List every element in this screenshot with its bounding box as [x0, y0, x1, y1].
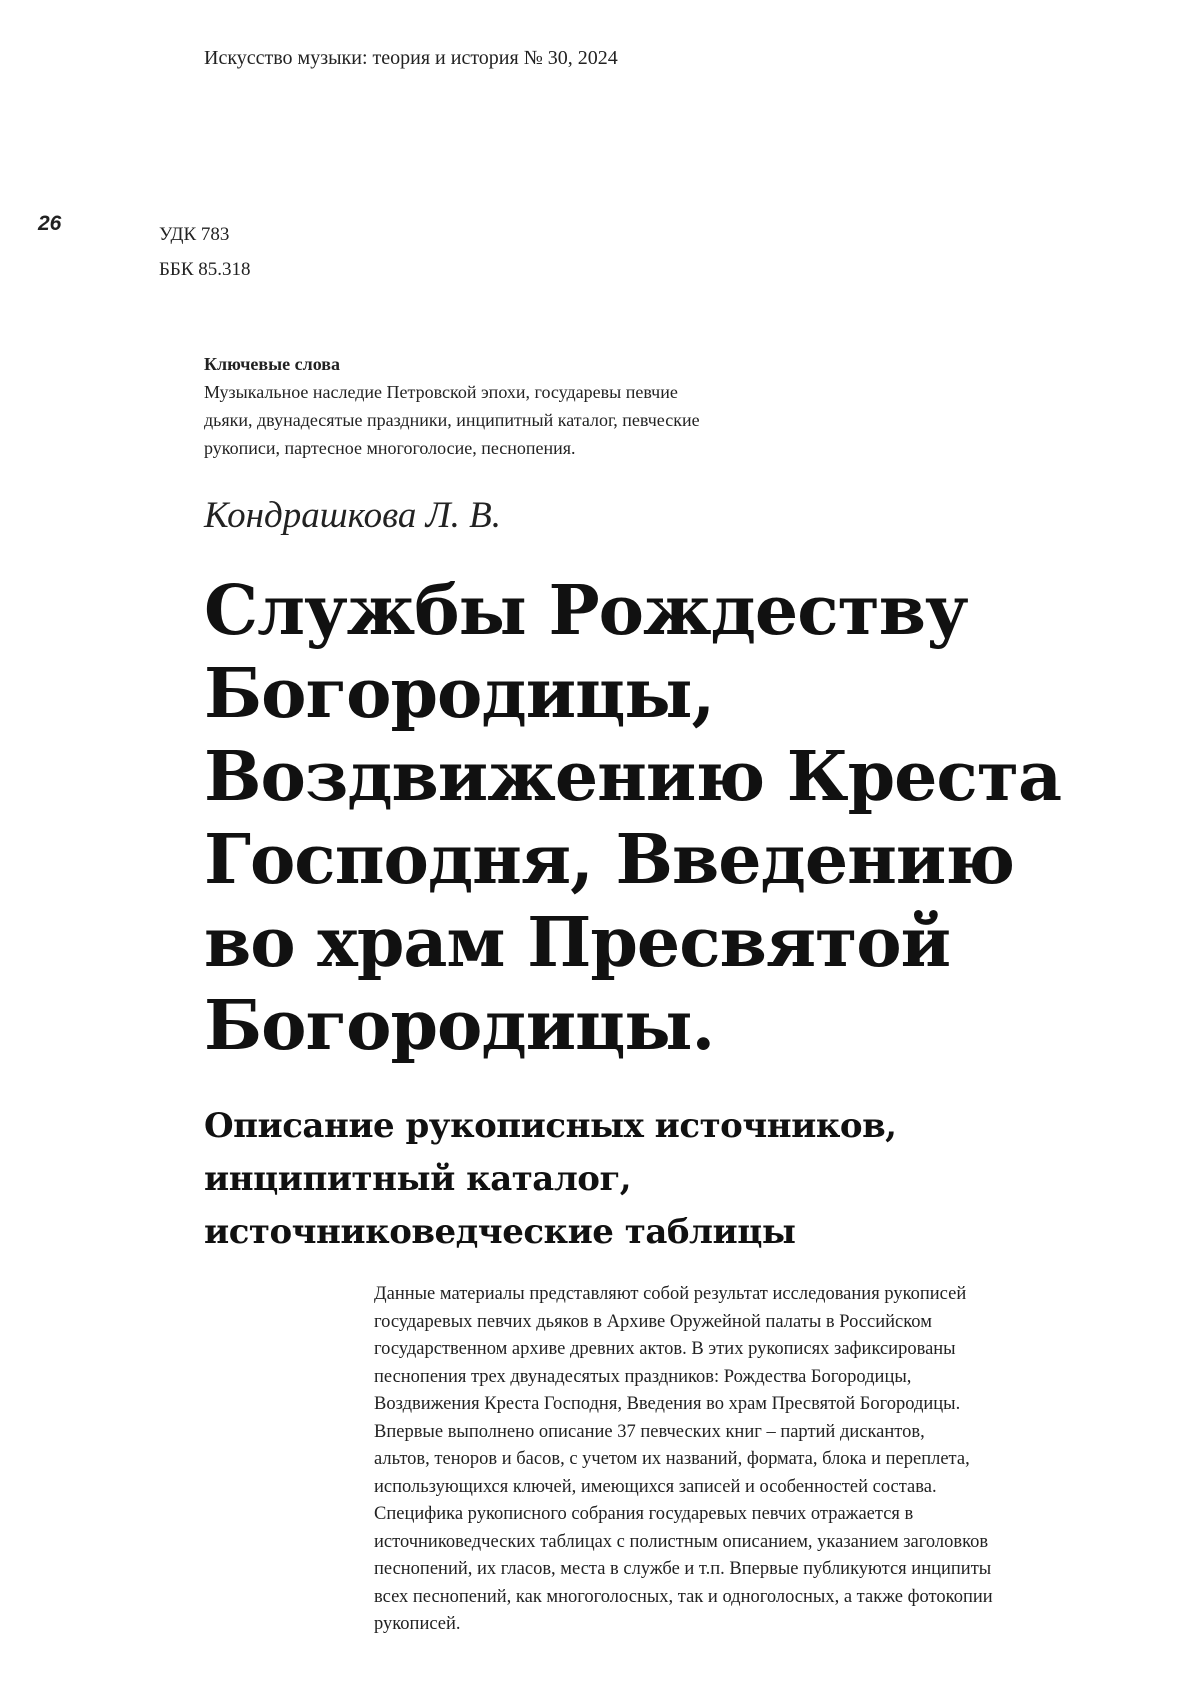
title-line: Богородицы, [204, 654, 715, 734]
keywords-line: рукописи, партесное многоголосие, песнопения. [204, 438, 576, 458]
abstract-line: песнопения трех двунадесятых праздников: Рождества Богородицы, [374, 1366, 912, 1387]
page-number: 26 [38, 212, 62, 235]
author-name: Кондрашкова Л. В. [204, 495, 502, 536]
title-line: Воздвижению Креста [204, 737, 1062, 817]
abstract-line: альтов, теноров и басов, с учетом их названий, формата, блока и переплета, [374, 1449, 970, 1469]
bbk-code: ББК 85.318 [159, 259, 251, 280]
abstract-line: Специфика рукописного собрания государевых певчих отражается в [374, 1504, 914, 1524]
journal-header: Искусство музыки: теория и история № 30, 2024 [204, 47, 618, 69]
title-line: Службы Рождеству [204, 571, 968, 651]
abstract-line: Воздвижения Креста Господня, Введения во храм Пресвятой Богородицы. [374, 1394, 961, 1414]
abstract-line: Данные материалы представляют собой результат исследования рукописей [374, 1284, 967, 1304]
article-title [204, 570, 1144, 1068]
keywords-line: дьяки, двунадесятые праздники, инципитный каталог, певческие [204, 410, 700, 430]
abstract-line: всех песнопений, как многоголосных, так и одноголосных, а также фотокопии [374, 1586, 993, 1607]
abstract-paragraph [374, 1281, 1134, 1639]
subtitle-line: инципитный каталог, [204, 1159, 632, 1199]
classification-codes [159, 217, 251, 287]
article-subtitle [204, 1100, 1104, 1259]
abstract-line: использующихся ключей, имеющихся записей и особенностей состава. [374, 1476, 937, 1497]
udc-code: УДК 783 [159, 224, 230, 245]
subtitle-line: Описание рукописных источников, [204, 1106, 897, 1146]
title-line: Богородицы. [204, 986, 715, 1066]
keywords-block [204, 350, 844, 462]
abstract-line: государевых певчих дьяков в Архиве Оружейной палаты в Российском [374, 1311, 932, 1332]
abstract-line: государственном архиве древних актов. В этих рукописях зафиксированы [374, 1339, 956, 1359]
keywords-heading: Ключевые слова [204, 354, 340, 374]
title-line: Господня, Введению [204, 820, 1015, 900]
keywords-line: Музыкальное наследие Петровской эпохи, государевы певчие [204, 382, 678, 402]
abstract-line: рукописей. [374, 1614, 461, 1634]
abstract-line: песнопений, их гласов, места в службе и т.п. Впервые публикуются инципиты [374, 1559, 992, 1579]
subtitle-line: источниковедческие таблицы [204, 1212, 796, 1252]
keywords-text [204, 378, 804, 462]
abstract-line: источниковедческих таблицах с полистным описанием, указанием заголовков [374, 1531, 989, 1552]
abstract-line: Впервые выполнено описание 37 певческих книг – партий дискантов, [374, 1421, 925, 1442]
title-line: во храм Пресвятой [204, 903, 951, 983]
